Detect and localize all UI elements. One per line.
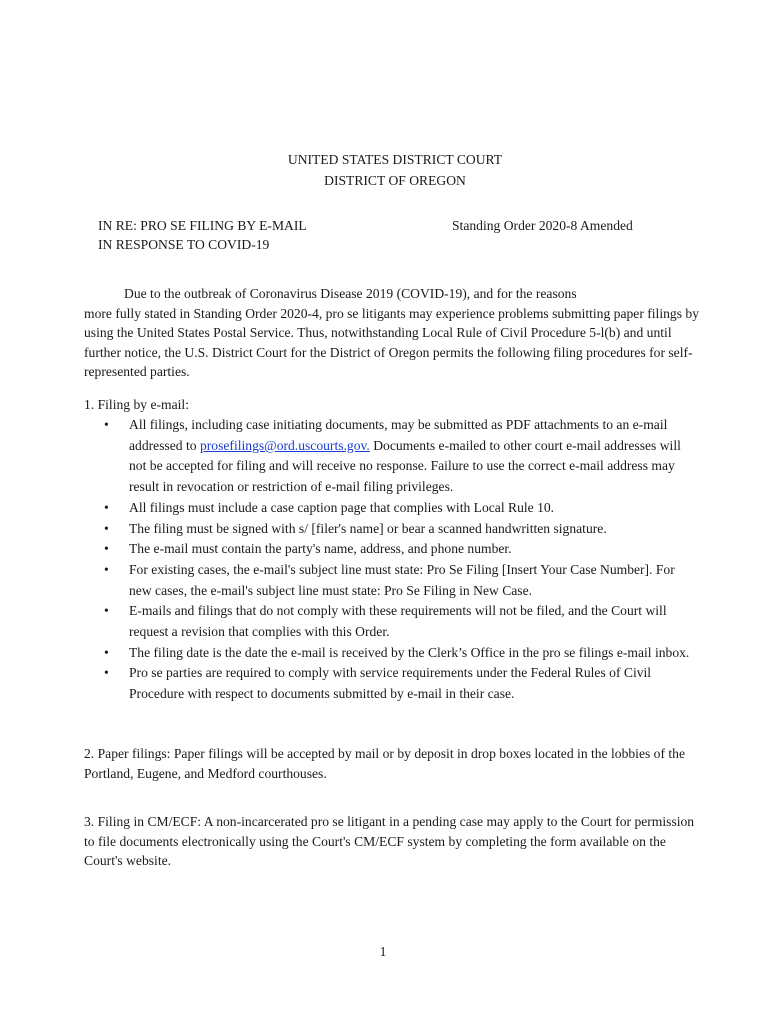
email-filing-rules-list: [84, 415, 700, 705]
section-2-paper-filings: 2. Paper filings: Paper filings will be accepted by mail or by deposit in drop boxes located in the lobbies of the Portland, Eugene, and Medford courthouses.: [84, 746, 686, 781]
list-item: [84, 643, 700, 664]
rule-text: All filings must include a case caption page that complies with Local Rule 10.: [129, 499, 555, 515]
intro-first-line: Due to the outbreak of Coronavirus Disease 2019 (COVID-19), and for the reasons: [124, 286, 577, 301]
list-item: [84, 519, 700, 540]
list-item: [84, 601, 700, 642]
section-1-heading: 1. Filing by e-mail:: [84, 397, 189, 412]
rule-text: The e-mail must contain the party's name, address, and phone number.: [129, 541, 512, 557]
list-item: [84, 560, 700, 601]
bullet-icon: •: [104, 561, 109, 577]
rule-text: The filing date is the date the e-mail is received by the Clerk’s Office in the pro se filings e-mail inbox.: [129, 644, 690, 660]
section-3-cm-ecf: 3. Filing in CM/ECF: A non-incarcerated pro se litigant in a pending case may apply to the Court for permission to file documents electronically using the Court's CM/ECF system by completing the form available on the Court's website.: [84, 814, 695, 868]
rule-text-before-link: All filings, including case initiating documents, may be submitted as PDF attachments to an e-mail addressed to: [129, 417, 668, 453]
page-number: 1: [379, 944, 387, 959]
list-item: [84, 663, 700, 704]
list-item: [84, 498, 700, 519]
list-item: [84, 539, 700, 560]
court-name: UNITED STATES DISTRICT COURT: [287, 152, 503, 167]
bullet-icon: •: [104, 499, 109, 515]
district-name: DISTRICT OF OREGON: [324, 173, 466, 188]
bullet-icon: •: [104, 520, 109, 536]
rule-text: E-mails and filings that do not comply with these requirements will not be filed, and the Court will request a revision that complies with this Order.: [129, 603, 667, 640]
intro-rest: more fully stated in Standing Order 2020-4, pro se litigants may experience problems submitting paper filings by using the United States Postal Service. Thus, notwithstanding Local Rule of Civil Procedure 5-l(b) and until further notice, the U.S. District Court for the District of Oregon permits the following filing procedures for self-represented parties.: [84, 305, 699, 379]
bullet-icon: •: [104, 644, 109, 660]
rule-text: For existing cases, the e-mail's subject line must state: Pro Se Filing [Insert Your Case Number]. For new cases, the e-mail's subject line must state: Pro Se Filing in New Case.: [129, 561, 675, 598]
rule-text: The filing must be signed with s/ [filer's name] or bear a scanned handwritten signature.: [129, 520, 607, 536]
rule-text-after-link: Documents e-mailed to other court e-mail addresses will not be accepted for filing and will receive no response. Failure to use the correct e-mail address may result in revocation or restriction of e-mail filing privileges.: [129, 437, 681, 495]
court-header: [0, 149, 770, 191]
caption-line-2: IN RESPONSE TO COVID-19: [98, 237, 270, 252]
bullet-icon: •: [104, 417, 109, 432]
prosefilings-email-link[interactable]: prosefilings@ord.uscourts.gov.: [199, 437, 370, 453]
bullet-icon: •: [104, 603, 109, 619]
list-item: [84, 415, 700, 498]
bullet-icon: •: [104, 665, 109, 681]
rule-text: Pro se parties are required to comply with service requirements under the Federal Rules of Civil Procedure with respect to documents submitted by e-mail in their case.: [129, 665, 652, 702]
caption-line-1: IN RE: PRO SE FILING BY E-MAIL: [98, 218, 307, 233]
order-title: Standing Order 2020-8 Amended: [452, 218, 633, 233]
case-caption: [98, 216, 307, 254]
intro-paragraph: [84, 284, 700, 382]
bullet-icon: •: [104, 541, 109, 557]
